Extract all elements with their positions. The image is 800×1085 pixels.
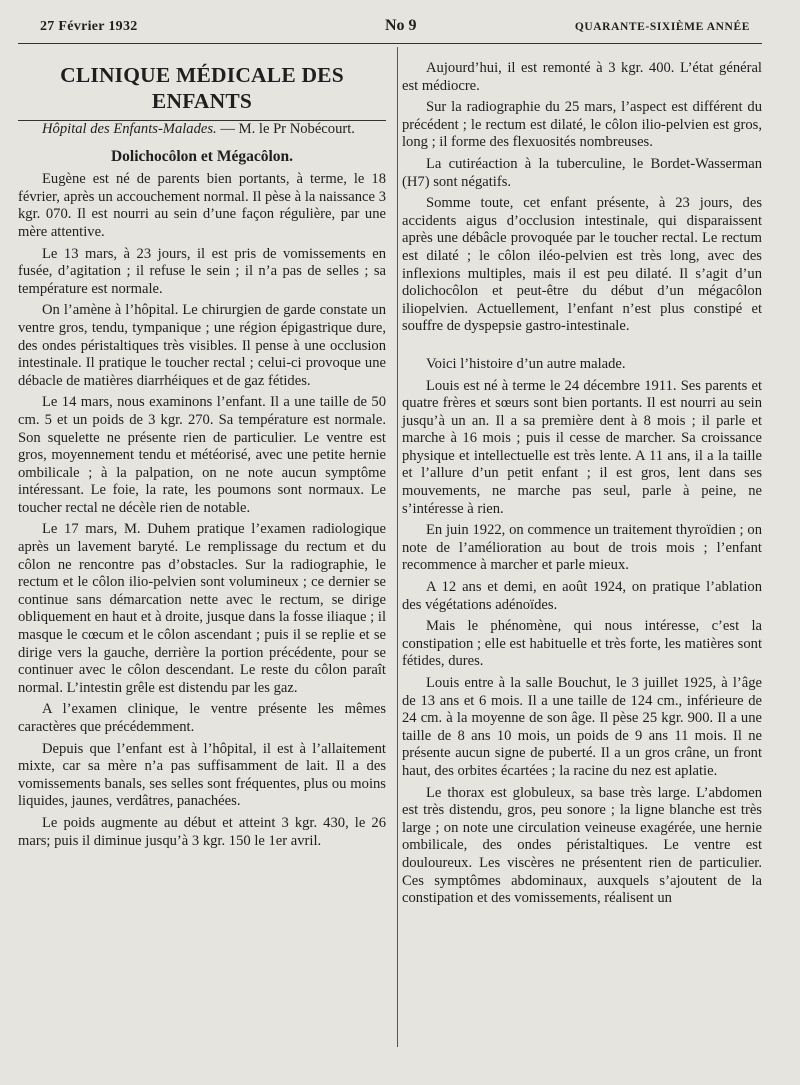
article-byline [18, 121, 386, 139]
paragraph: Aujourd’hui, il est remonté à 3 kgr. 400. L’état général est médiocre. [402, 60, 762, 94]
paragraph: Voici l’histoire d’un autre malade. [426, 355, 626, 372]
paragraph: Sur la radiographie du 25 mars, l’aspect est différent du précédent ; le rectum est dilaté, le côlon ilio-pelvien est gros, long ; il forme des flexuosités nombreuses. [402, 99, 762, 151]
paragraph: A 12 ans et demi, en août 1924, on pratique l’ablation des végétations adénoïdes. [402, 579, 762, 613]
paragraph: Le poids augmente au début et atteint 3 kgr. 430, le 26 mars; puis il diminue jusqu’à 3 kgr. 150 le 1er avril. [18, 814, 386, 849]
issue-date: 27 Février 1932 [40, 19, 138, 34]
right-column [402, 60, 762, 908]
paragraph: Le 14 mars, nous examinons l’enfant. Il a une taille de 50 cm. 5 et un poids de 3 kgr. 270. Sa température est normale. Son squelette ne présente rien de particulier. Le ventre est gros, moyennement tendu et météorisé, avec une petite hernie ombilicale ; à la palpation, on ne note aucun symptôme intéressant. Le foie, la rate, les poumons sont normaux. Le toucher rectal ne décèle rien de notable. [18, 394, 386, 516]
column-divider [397, 47, 398, 1047]
paragraph: On l’amène à l’hôpital. Le chirurgien de garde constate un ventre gros, tendu, tympanique ; une région épigastrique dure, des ondes péristaltiques très visibles. Il pense à une occlusion intestinale. Il pratique le toucher rectal ; celui-ci provoque une débacle de matières diarrhéiques et de gaz fétides. [18, 302, 386, 389]
article-title: CLINIQUE MÉDICALE DES ENFANTS [60, 63, 344, 113]
hospital-name: Hôpital des Enfants-Malades. [42, 121, 217, 137]
issue-number: No 9 [385, 17, 417, 34]
paragraph: Louis entre à la salle Bouchut, le 3 juillet 1925, à l’âge de 13 ans et 6 mois. Il a une taille de 124 cm., inférieure de 24 cm. à la moyenne de son âge. Il pèse 25 kgr. 900. Il a une taille de 8 ans 10 mois, un poids de 9 ans 11 mois. Il ne présente aucun signe de puberté. Il a un gros crâne, un front haut, des orbites écartées ; la racine du nez est aplatie. [402, 675, 762, 779]
paragraph: Mais le phénomène, qui nous intéresse, c’est la constipation ; elle est habituelle et très forte, les matières sont fétides, dures. [402, 618, 762, 670]
paragraph: Le 17 mars, M. Duhem pratique l’examen radiologique après un lavement baryté. Le remplissage du rectum et du côlon ne rencontre pas d’obstacles. Sur la radiographie, le rectum et le côlon ilio-pelvien sont volumineux ; ce dernier se continue sans démarcation nette avec le rectum, se dirige obliquement en haut et à droite, jusque dans la fosse iliaque ; il masque le cœcum et le côlon ascendant ; puis il se replie et se dirige vers la gauche, derrière la portion précédente, pour se continuer avec le côlon descendant. Le reste du côlon paraît normal. L’intestin grêle est distendu par les gaz. [18, 521, 386, 696]
section-gap [402, 336, 762, 352]
left-column [18, 58, 386, 850]
paragraph: Louis est né à terme le 24 décembre 1911. Ses parents et quatre frères et sœurs sont bien portants. Il est nourri au sein jusqu’à un an. Il a sa première dent à 8 mois ; il parle et marche à 16 mois ; puis il cesse de marcher. Sa croissance physique et intellectuelle est très lente. A 11 ans, il a la taille et l’allure d’un petit enfant ; il est gros, lent dans ses mouvements, ne marche pas seul, parle à peine, ne s’intéresse à rien. [402, 377, 762, 517]
professor-name: — M. le Pr Nobécourt. [220, 121, 355, 137]
paragraph: A l’examen clinique, le ventre présente les mêmes caractères que précédemment. [18, 701, 386, 735]
paragraph: Le 13 mars, à 23 jours, il est pris de vomissements en fusée, d’agitation ; il refuse le sein ; il n’a pas de selles ; sa température est normale. [18, 245, 386, 297]
paragraph: Somme toute, cet enfant présente, à 23 jours, des accidents aigus d’occlusion intestinale, qui disparaissent après une débâcle provoquée par le toucher rectal. Le rectum est dilaté ; le côlon iléo-pelvien est très long, avec des inflexions multiples, mais il est peu dilaté. Il s’agit d’un dolichocôlon et peut-être du début d’un mégacôlon iliopelvien. Actuellement, l’enfant n’est plus constipé et souffre de dyspepsie gastro-intestinale. [402, 195, 762, 335]
article-heading: Dolichocôlon et Mégacôlon. [110, 147, 294, 165]
paragraph: Depuis que l’enfant est à l’hôpital, il est à l’allaitement mixte, car sa mère n’a pas suffisamment de lait. Il a des vomissements banals, ses selles sont fréquentes, plus ou moins liquides, jaunes, verdâtres, panachées. [18, 740, 386, 810]
paragraph: La cutiréaction à la tuberculine, le Bordet-Wasserman (H7) sont négatifs. [402, 155, 762, 190]
paragraph: En juin 1922, on commence un traitement thyroïdien ; on note de l’amélioration au bout de trois mois ; l’enfant recommence à marcher et parle mieux. [402, 522, 762, 574]
volume-year: QUARANTE-SIXIÈME ANNÉE [574, 21, 750, 33]
paragraph: Eugène est né de parents bien portants, à terme, le 18 février, après un accouchement normal. Il pèse à la naissance 3 kgr. 070. Il est nourri au sein d’une façon régulière, par une mère attentive. [18, 171, 386, 240]
header-rule [18, 43, 762, 44]
paragraph: Le thorax est globuleux, sa base très large. L’abdomen est très distendu, gros, peu sonore ; la ligne blanche est très large ; on note une circulation veineuse exagérée, une hernie ombilicale, des ondes péristaltiques. Le ventre est douloureux. Les viscères ne présentent rien de particulier. Ces symptômes abdominaux, auxquels s’ajoutent de la constipation et des vomissements, réalisent un [402, 784, 762, 907]
page-header [40, 14, 750, 38]
